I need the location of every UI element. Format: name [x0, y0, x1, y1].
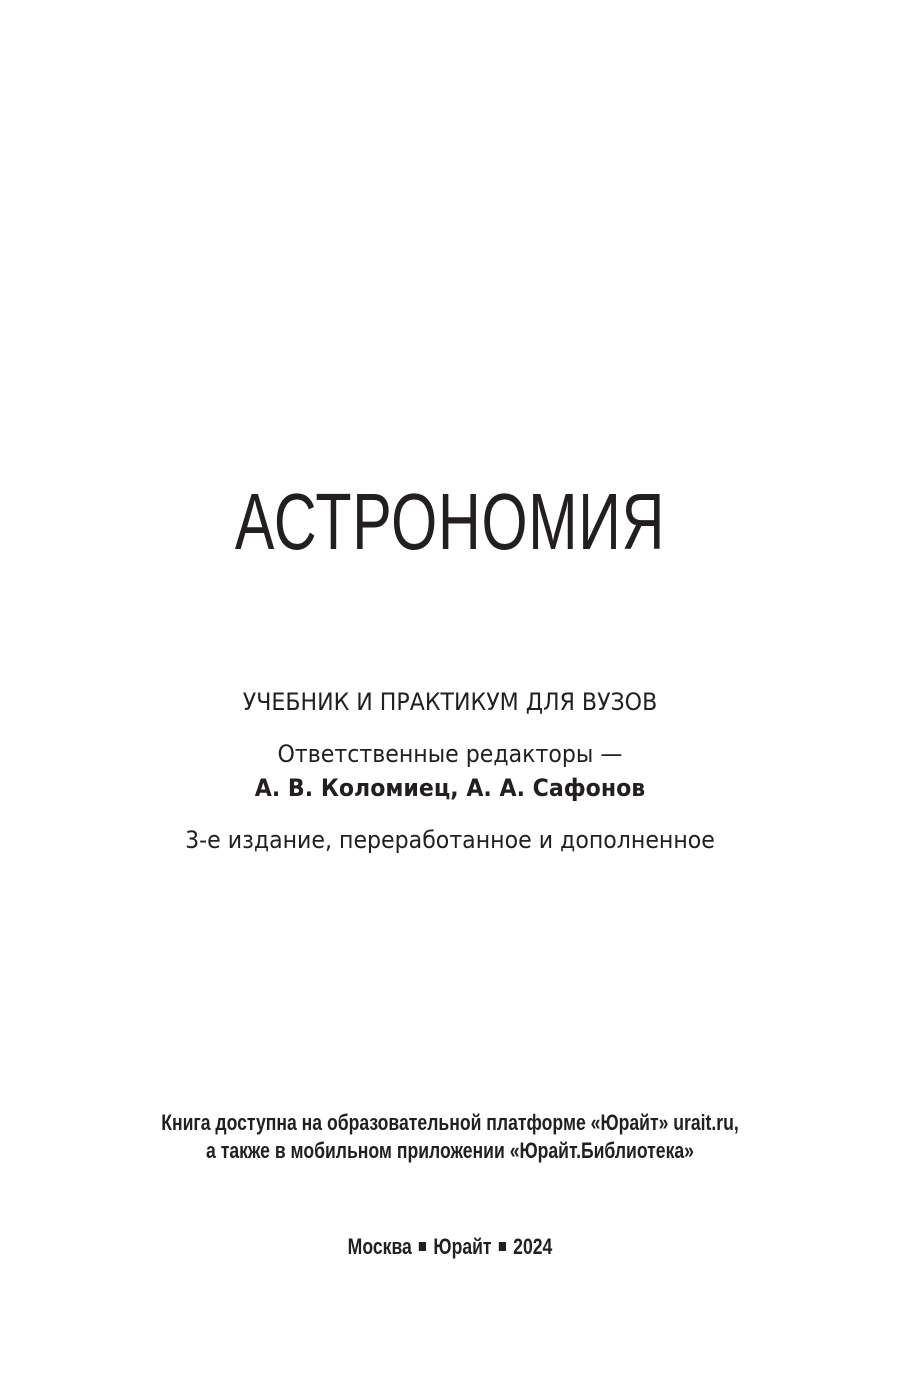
- separator-square-icon: [419, 1242, 426, 1251]
- imprint-publisher: Юрайт: [433, 1234, 492, 1259]
- editors-names: А. В. Коломиец, А. А. Сафонов: [254, 774, 646, 802]
- editors-label: Ответственные редакторы —: [277, 740, 623, 768]
- availability-line-1: Книга доступна на образовательной платформе «Юрайт» urait.ru,: [161, 1110, 739, 1135]
- availability-line-2: а также в мобильном приложении «Юрайт.Библиотека»: [206, 1138, 694, 1163]
- book-title: АСТРОНОМИЯ: [234, 476, 666, 566]
- edition-note: 3-е издание, переработанное и дополненное: [185, 826, 715, 854]
- imprint: [90, 1232, 810, 1262]
- separator-square-icon: [499, 1242, 506, 1251]
- imprint-year: 2024: [513, 1234, 553, 1259]
- imprint-city: Москва: [347, 1234, 412, 1259]
- book-subtitle: УЧЕБНИК И ПРАКТИКУМ ДЛЯ ВУЗОВ: [242, 688, 658, 716]
